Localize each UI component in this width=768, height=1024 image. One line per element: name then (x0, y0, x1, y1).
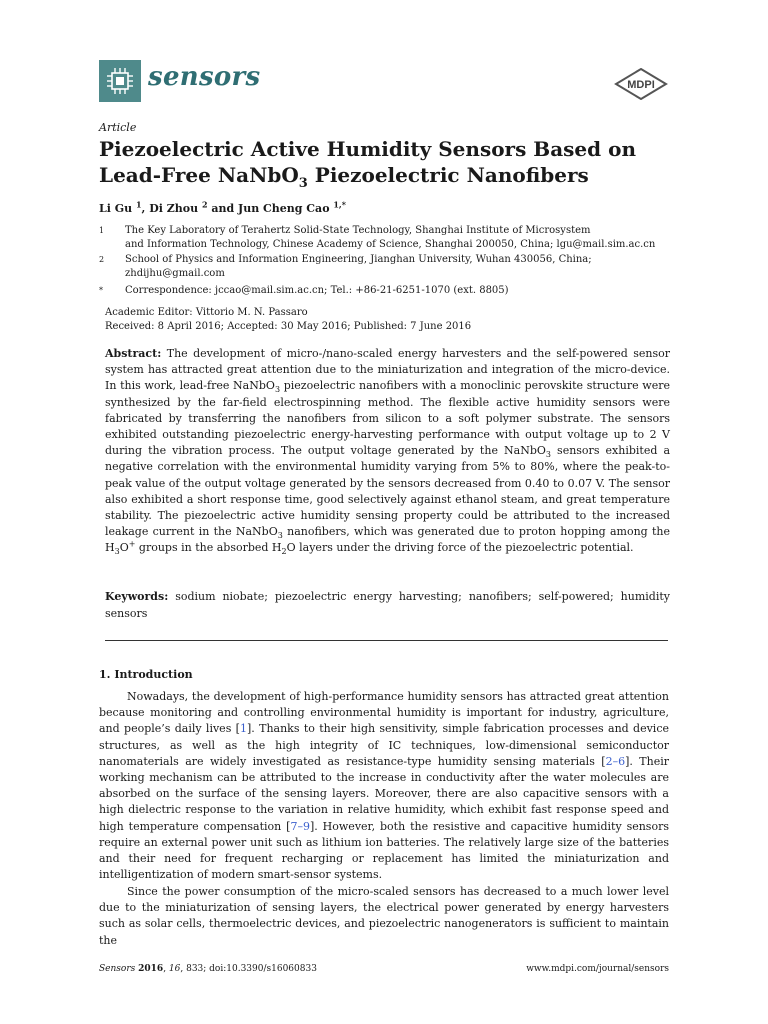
section-divider (105, 640, 668, 641)
footer-volume: 16 (168, 964, 181, 974)
paragraph-text: ]. However, both the resistive and capacitive humidity sensors require an external power unit such as lithium ion batteries. The relatively large size of the batteries and their need for frequent recharging or replacement has limited the miniaturization and intelligentization of modern smart-sensor systems. (99, 819, 669, 882)
footer-year: 2016 (138, 964, 164, 974)
author-3-aff: 1,* (333, 199, 346, 210)
affiliation-line[interactable]: zhdijhu@gmail.com (125, 268, 225, 279)
abstract-text: sensors exhibited a negative correlation with the environmental humidity varying from 5% to 80%, where the peak-to-peak value of the output voltage generated by the sensors decreased from 0.40 to 0.07 V. The sensor also exhibited a short response time, good selectively against ethanol steam, and great temperature stability. The piezoelectric active humidity sensing property could be attributed to the increased leakage current in the NaNbO (105, 444, 670, 539)
intro-paragraph-2: Since the power consumption of the micro-scaled sensors has decreased to a much lower level due to the miniaturization of sensing layers, the electrical power generated by energy harvesters such as solar cells, thermoelectric devices, and piezoelectric nanogenerators is sufficient to maintain the (99, 885, 669, 947)
keywords-label: Keywords: (105, 590, 169, 603)
affiliation-1 (99, 224, 669, 252)
footer-journal: Sensors (99, 964, 136, 974)
abstract (105, 346, 670, 557)
author-list (99, 199, 346, 215)
abstract-text: O layers under the driving force of the piezoelectric potential. (286, 541, 634, 555)
paragraph-text: Nowadays, the development of high-performance humidity sensors has attracted great attention because monitoring and controlling environmental humidity is important for industry, agriculture, and people’s daily lives [ (99, 690, 669, 736)
journal-logo (99, 60, 141, 102)
title-line-1: Piezoelectric Active Humidity Sensors Based on (99, 137, 636, 161)
title-line-2a: Lead-Free NaNbO (99, 163, 299, 187)
section-heading: 1. Introduction (99, 668, 193, 681)
subscript: 3 (277, 531, 283, 541)
affiliation-number: * (99, 286, 103, 295)
paragraph-text: ]. Their working mechanism can be attributed to the increase in conductivity after the water molecules are absorbed on the surface of the sensing layers. Moreover, there are also capacitive sensors with a high dielectric response to the variation in relative humidity, which exhibit fast response speed and high temperature compensation [ (99, 754, 669, 833)
correspondence-line[interactable]: Correspondence: jccao@mail.sim.ac.cn; Tel.: +86-21-6251-1070 (ext. 8805) (125, 285, 509, 296)
citation-link[interactable]: 7–9 (290, 819, 310, 833)
intro-paragraph-1 (99, 689, 669, 883)
abstract-text: O (119, 541, 129, 555)
title-subscript: 3 (298, 176, 308, 191)
author-3[interactable]: and Jun Cheng Cao (207, 202, 334, 215)
abstract-text: groups in the absorbed H (135, 541, 282, 555)
subscript: 3 (114, 547, 120, 557)
academic-editor: Academic Editor: Vittorio M. N. Passaro (105, 307, 308, 318)
author-2-aff: 2 (201, 199, 208, 210)
article-title (99, 136, 679, 191)
author-2[interactable]: , Di Zhou (141, 202, 202, 215)
subscript: 3 (274, 385, 281, 395)
title-line-2 (99, 162, 679, 191)
subscript: 3 (545, 450, 551, 460)
citation-link[interactable]: 2–6 (605, 754, 626, 768)
sensors-chip-icon (99, 60, 141, 102)
affiliation-2 (99, 253, 669, 281)
abstract-text: nanofibers, which was generated due to proton hopping among the H (105, 525, 671, 555)
publisher-name: MDPI (627, 79, 655, 91)
affiliation-number: 1 (99, 226, 105, 235)
correspondence (99, 284, 669, 298)
subscript: 2 (281, 547, 287, 557)
affiliation-line[interactable]: and Information Technology, Chinese Academy of Science, Shanghai 200050, China; lgu@mail.sim.ac.cn (125, 239, 656, 250)
article-type: Article (99, 121, 137, 134)
affiliation-line: School of Physics and Information Engineering, Jianghan University, Wuhan 430056, China; (125, 254, 592, 265)
paragraph-text: ]. Thanks to their high sensitivity, simple fabrication processes and device structures, as well as the high integrity of IC techniques, low-dimensional semiconductor nanomaterials are widely investigated as resistance-type humidity sensing materials [ (99, 722, 669, 768)
abstract-text: The development of micro-/nano-scaled energy harvesters and the self-powered sensor system has attracted great attention due to the miniaturization and integration of the micro-device. In this work, lead-free NaNbO (105, 347, 670, 393)
publication-dates: Received: 8 April 2016; Accepted: 30 May 2016; Published: 7 June 2016 (105, 321, 472, 332)
abstract-text: piezoelectric nanofibers with a monoclinic perovskite structure were synthesized by the far-field electrospinning method. The flexible active humidity sensors were fabricated by transferring the nanofibers from silicon to a soft polymer substrate. The sensors exhibited outstanding piezoelectric energy-harvesting performance with output voltage up to 2 V during the vibration process. The output voltage generated by the NaNbO (105, 379, 670, 458)
journal-name: sensors (148, 62, 261, 92)
footer-doi[interactable]: , 833; doi:10.3390/s16060833 (180, 964, 317, 974)
keywords-text: sodium niobate; piezoelectric energy harvesting; nanofibers; self-powered; humidity sensors (105, 590, 670, 620)
abstract-label: Abstract: (105, 347, 162, 360)
mdpi-logo-icon (614, 68, 668, 100)
affiliation-number: 2 (99, 255, 105, 264)
author-1[interactable]: Li Gu (99, 202, 136, 215)
citation-link[interactable]: 1 (239, 722, 247, 736)
author-1-aff: 1 (135, 199, 142, 210)
journal-url[interactable]: www.mdpi.com/journal/sensors (526, 964, 669, 974)
affiliation-line: The Key Laboratory of Terahertz Solid-State Technology, Shanghai Institute of Microsystem (125, 225, 591, 236)
keywords (105, 589, 670, 622)
title-line-2b: Piezoelectric Nanofibers (307, 163, 589, 187)
superscript: + (128, 539, 136, 549)
editor-info (105, 306, 471, 334)
citation-footer: Sensors 2016, 16, 833; doi:10.3390/s16060833 (99, 964, 317, 974)
